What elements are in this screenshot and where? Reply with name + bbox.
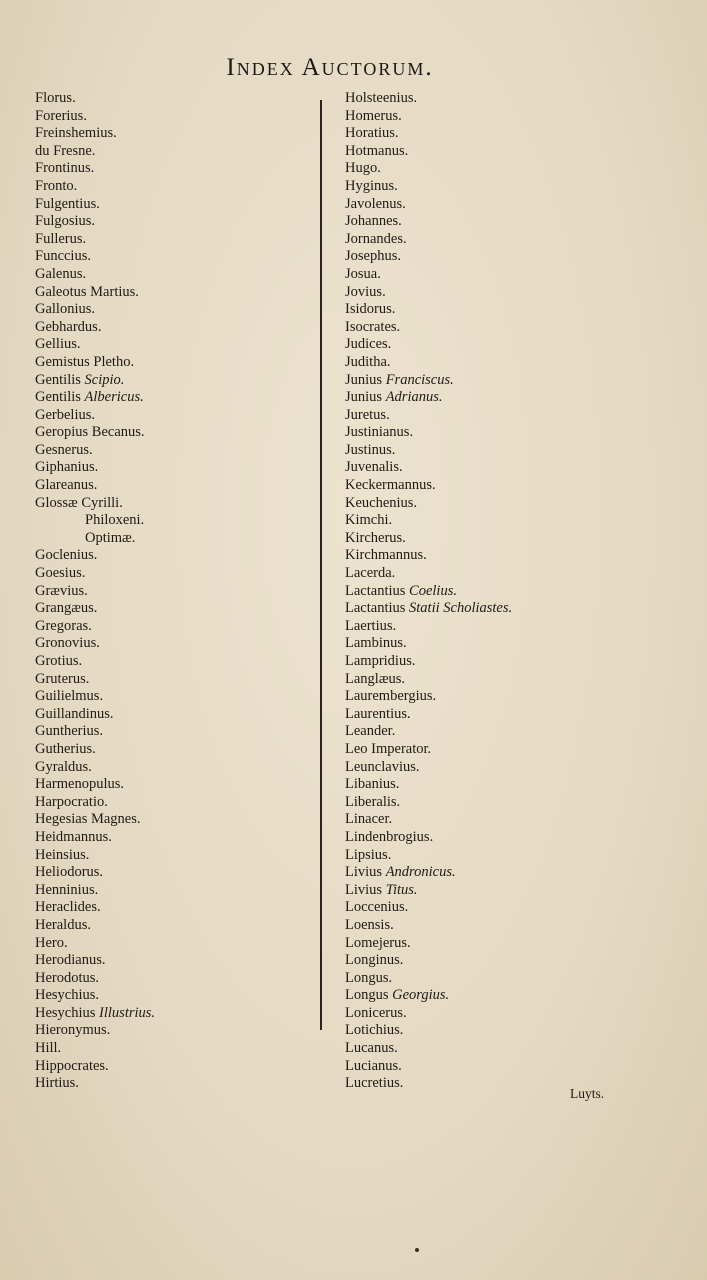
entry-name: Gronovius. <box>35 635 100 652</box>
entry-name: Optimæ. <box>85 529 136 546</box>
index-entry <box>345 565 512 583</box>
index-entry <box>345 530 512 548</box>
entry-name: Keuchenius. <box>345 494 418 511</box>
entry-name: Lambinus. <box>345 635 407 652</box>
index-entry <box>345 829 512 847</box>
column-divider <box>320 100 322 1030</box>
entry-name: Henninius. <box>35 881 99 898</box>
entry-name: Loensis. <box>345 916 394 933</box>
entry-name: Gellius. <box>35 336 81 353</box>
index-entry <box>345 372 512 390</box>
entry-name: Juvenalis. <box>345 459 403 476</box>
entry-name: Heliodorus. <box>35 864 104 881</box>
entry-name: Isidorus. <box>345 301 396 318</box>
entry-name: Lucretius. <box>345 1075 404 1092</box>
entry-name: Gebhardus. <box>35 318 102 335</box>
entry-name: Funccius. <box>35 248 91 265</box>
entry-name: Glareanus. <box>35 477 98 494</box>
index-entry <box>345 653 512 671</box>
entry-name: Loccenius. <box>345 899 409 916</box>
entry-name: Longinus. <box>345 952 404 969</box>
index-entry <box>345 196 512 214</box>
entry-name: Harpocratio. <box>35 793 108 810</box>
index-entry <box>345 125 512 143</box>
entry-name: Hirtius. <box>35 1075 79 1092</box>
index-entry <box>35 811 155 829</box>
index-entry <box>35 477 155 495</box>
entry-name: Fulgentius. <box>35 195 100 212</box>
index-entry <box>35 776 155 794</box>
entry-name: Herodotus. <box>35 969 100 986</box>
index-entry <box>35 512 155 530</box>
index-entry <box>35 160 155 178</box>
entry-name: Hieronymus. <box>35 1022 111 1039</box>
entry-name: Gyraldus. <box>35 758 92 775</box>
entry-name: Hill. <box>35 1040 62 1057</box>
index-entry <box>35 301 155 319</box>
index-entry <box>35 899 155 917</box>
entry-name: Harmenopulus. <box>35 776 124 793</box>
index-entry <box>345 512 512 530</box>
entry-name: Laurentius. <box>345 705 411 722</box>
entry-name: Goclenius. <box>35 547 98 564</box>
index-entry <box>345 635 512 653</box>
index-entry <box>35 1005 155 1023</box>
entry-italic-part: Titus. <box>385 881 418 898</box>
entry-name: Juditha. <box>345 353 391 370</box>
entry-name: Javolenus. <box>345 195 406 212</box>
index-entry <box>35 600 155 618</box>
entry-name: Grævius. <box>35 582 88 599</box>
index-entry <box>35 178 155 196</box>
index-entry <box>345 811 512 829</box>
index-entry <box>345 319 512 337</box>
index-entry <box>35 829 155 847</box>
entry-name: Libanius. <box>345 776 400 793</box>
index-entry <box>345 90 512 108</box>
index-entry <box>35 1075 155 1093</box>
index-entry <box>35 442 155 460</box>
index-entry <box>35 565 155 583</box>
index-entry <box>35 987 155 1005</box>
index-entry <box>345 671 512 689</box>
entry-name: Livius <box>345 864 386 881</box>
entry-name: Gentilis <box>35 389 85 406</box>
index-entry <box>35 847 155 865</box>
entry-name: Gerbelius. <box>35 406 95 423</box>
entry-name: Homerus. <box>345 107 402 124</box>
entry-name: Giphanius. <box>35 459 99 476</box>
page-mark <box>415 1248 419 1252</box>
entry-name: Langlæus. <box>345 670 406 687</box>
entry-name: Philoxeni. <box>85 512 145 529</box>
index-entry <box>35 248 155 266</box>
index-entry <box>345 266 512 284</box>
index-entry <box>35 935 155 953</box>
entry-name: Isocrates. <box>345 318 401 335</box>
entry-name: Guilielmus. <box>35 688 104 705</box>
index-entry <box>345 1058 512 1076</box>
entry-name: Glossæ Cyrilli. <box>35 494 123 511</box>
entry-name: Lacerda. <box>345 565 396 582</box>
index-entry <box>35 1040 155 1058</box>
entry-name: Fullerus. <box>35 230 87 247</box>
index-entry <box>35 547 155 565</box>
index-entry <box>345 424 512 442</box>
index-entry <box>345 477 512 495</box>
entry-name: Juretus. <box>345 406 390 423</box>
page-title: Index Auctorum. <box>226 54 434 81</box>
index-entry <box>35 653 155 671</box>
entry-name: Kirchmannus. <box>345 547 427 564</box>
entry-name: Heidmannus. <box>35 828 112 845</box>
entry-italic-part: Franciscus. <box>385 371 454 388</box>
index-entry <box>345 442 512 460</box>
index-entry <box>35 372 155 390</box>
index-entry <box>35 688 155 706</box>
entry-name: Lindenbrogius. <box>345 828 434 845</box>
index-entry <box>35 970 155 988</box>
entry-name: Lomejerus. <box>345 934 411 951</box>
index-entry <box>35 759 155 777</box>
index-entry <box>345 618 512 636</box>
entry-name: Hippocrates. <box>35 1057 109 1074</box>
index-entry <box>35 284 155 302</box>
entry-name: Lucanus. <box>345 1040 398 1057</box>
index-entry <box>345 407 512 425</box>
entry-name: Hegesias Magnes. <box>35 811 141 828</box>
index-entry <box>35 583 155 601</box>
index-entry <box>345 864 512 882</box>
entry-name: Herodianus. <box>35 952 106 969</box>
index-entry <box>35 495 155 513</box>
entry-italic-part: Andronicus. <box>385 864 456 881</box>
entry-name: Holsteenius. <box>345 90 418 106</box>
entry-name: Gutherius. <box>35 740 96 757</box>
entry-name: Lonicerus. <box>345 1004 407 1021</box>
entry-name: Judices. <box>345 336 392 353</box>
index-entry <box>345 301 512 319</box>
index-entry <box>345 1022 512 1040</box>
index-entry <box>35 635 155 653</box>
index-entry <box>35 389 155 407</box>
index-entry <box>35 354 155 372</box>
index-entry <box>345 336 512 354</box>
index-entry <box>35 794 155 812</box>
entry-name: Kircherus. <box>345 529 406 546</box>
index-entry <box>35 864 155 882</box>
index-entry <box>345 706 512 724</box>
index-entry <box>345 547 512 565</box>
index-entry <box>35 530 155 548</box>
index-entry <box>35 671 155 689</box>
index-entry <box>35 459 155 477</box>
entry-name: Horatius. <box>345 125 399 142</box>
index-entry <box>345 935 512 953</box>
entry-name: Heinsius. <box>35 846 90 863</box>
index-entry <box>35 90 155 108</box>
entry-name: Heraldus. <box>35 916 91 933</box>
entry-name: Gallonius. <box>35 301 96 318</box>
index-entry <box>345 600 512 618</box>
author-index-right-column <box>345 90 512 1093</box>
entry-italic-part: Georgius. <box>392 987 450 1004</box>
index-entry <box>345 284 512 302</box>
index-entry <box>35 1058 155 1076</box>
entry-name: Hesychius. <box>35 987 100 1004</box>
entry-name: Geropius Becanus. <box>35 424 145 441</box>
entry-name: Frontinus. <box>35 160 95 177</box>
entry-name: Hesychius <box>35 1004 100 1021</box>
entry-name: Gesnerus. <box>35 441 93 458</box>
entry-name: Lotichius. <box>345 1022 404 1039</box>
entry-name: Grangæus. <box>35 600 98 617</box>
entry-name: Hotmanus. <box>345 142 409 159</box>
entry-name: Josephus. <box>345 248 401 265</box>
index-entry <box>35 125 155 143</box>
index-entry <box>35 917 155 935</box>
entry-name: Linacer. <box>345 811 393 828</box>
index-entry <box>345 794 512 812</box>
index-entry <box>345 723 512 741</box>
entry-name: Justinus. <box>345 441 396 458</box>
entry-name: Guillandinus. <box>35 705 114 722</box>
entry-name: Heraclides. <box>35 899 101 916</box>
index-entry <box>35 424 155 442</box>
entry-name: Lampridius. <box>345 653 416 669</box>
entry-name: Galenus. <box>35 265 87 282</box>
index-entry <box>345 952 512 970</box>
index-entry <box>35 741 155 759</box>
entry-name: Goesius. <box>35 565 86 582</box>
index-entry <box>345 231 512 249</box>
entry-name: Junius <box>345 389 386 406</box>
entry-name: Leo Imperator. <box>345 740 432 757</box>
index-entry <box>35 319 155 337</box>
index-entry <box>345 987 512 1005</box>
index-entry <box>345 389 512 407</box>
entry-name: Forerius. <box>35 107 87 124</box>
entry-name: Hyginus. <box>345 177 398 194</box>
entry-italic-part: Scipio. <box>84 371 125 388</box>
entry-name: Junius <box>345 371 386 388</box>
entry-name: Hugo. <box>345 160 381 177</box>
entry-italic-part: Statii Scholiastes. <box>409 600 513 617</box>
entry-name: Keckermannus. <box>345 477 436 494</box>
index-entry <box>345 248 512 266</box>
index-entry <box>345 583 512 601</box>
catchword: Luyts. <box>570 1086 605 1101</box>
index-entry <box>345 899 512 917</box>
index-entry <box>345 1005 512 1023</box>
entry-name: Kimchi. <box>345 512 393 529</box>
author-index-left-column <box>35 90 155 1093</box>
index-entry <box>345 495 512 513</box>
entry-italic-part: Coelius. <box>409 582 457 599</box>
index-entry <box>35 407 155 425</box>
index-entry <box>35 618 155 636</box>
entry-name: Lipsius. <box>345 846 392 863</box>
index-entry <box>345 1075 512 1093</box>
entry-name: Gemistus Pletho. <box>35 353 135 370</box>
index-entry <box>35 266 155 284</box>
entry-name: Fulgosius. <box>35 213 96 230</box>
entry-name: Florus. <box>35 90 76 106</box>
entry-name: Jornandes. <box>345 230 407 247</box>
entry-name: Longus <box>345 987 393 1004</box>
entry-name: Fronto. <box>35 177 78 194</box>
entry-italic-part: Illustrius. <box>99 1004 156 1021</box>
index-entry <box>35 882 155 900</box>
index-entry <box>35 231 155 249</box>
index-entry <box>345 143 512 161</box>
entry-name: Jovius. <box>345 283 386 300</box>
entry-name: Leunclavius. <box>345 758 420 775</box>
index-entry <box>35 213 155 231</box>
entry-name: Liberalis. <box>345 793 401 810</box>
index-entry <box>35 143 155 161</box>
index-entry <box>345 741 512 759</box>
entry-name: Guntherius. <box>35 723 104 740</box>
index-entry <box>345 1040 512 1058</box>
entry-name: Lactantius <box>345 582 410 599</box>
index-entry <box>35 1022 155 1040</box>
index-entry <box>345 160 512 178</box>
index-entry <box>35 706 155 724</box>
index-entry <box>345 882 512 900</box>
entry-name: Gregoras. <box>35 617 92 634</box>
index-entry <box>345 354 512 372</box>
index-entry <box>35 196 155 214</box>
entry-name: Longus. <box>345 969 393 986</box>
index-entry <box>345 847 512 865</box>
entry-name: Laurembergius. <box>345 688 437 705</box>
entry-name: Freinshemius. <box>35 125 117 142</box>
entry-name: Johannes. <box>345 213 402 230</box>
entry-name: Hero. <box>35 934 68 951</box>
index-entry <box>345 776 512 794</box>
entry-name: du Fresne. <box>35 142 96 159</box>
index-entry <box>345 178 512 196</box>
entry-name: Livius <box>345 881 386 898</box>
entry-name: Lucianus. <box>345 1057 402 1074</box>
entry-name: Grotius. <box>35 653 83 669</box>
index-entry <box>345 213 512 231</box>
entry-name: Galeotus Martius. <box>35 283 139 300</box>
entry-name: Gruterus. <box>35 670 90 687</box>
index-entry <box>345 970 512 988</box>
entry-name: Gentilis <box>35 371 85 388</box>
index-entry <box>345 108 512 126</box>
index-entry <box>345 688 512 706</box>
index-entry <box>345 459 512 477</box>
entry-name: Laertius. <box>345 617 397 634</box>
index-entry <box>345 917 512 935</box>
entry-name: Leander. <box>345 723 396 740</box>
entry-name: Josua. <box>345 265 381 282</box>
entry-italic-part: Albericus. <box>84 389 144 406</box>
index-entry <box>345 759 512 777</box>
entry-italic-part: Adrianus. <box>385 389 443 406</box>
entry-name: Justinianus. <box>345 424 414 441</box>
index-entry <box>35 108 155 126</box>
index-entry <box>35 723 155 741</box>
index-entry <box>35 336 155 354</box>
index-entry <box>35 952 155 970</box>
entry-name: Lactantius <box>345 600 410 617</box>
